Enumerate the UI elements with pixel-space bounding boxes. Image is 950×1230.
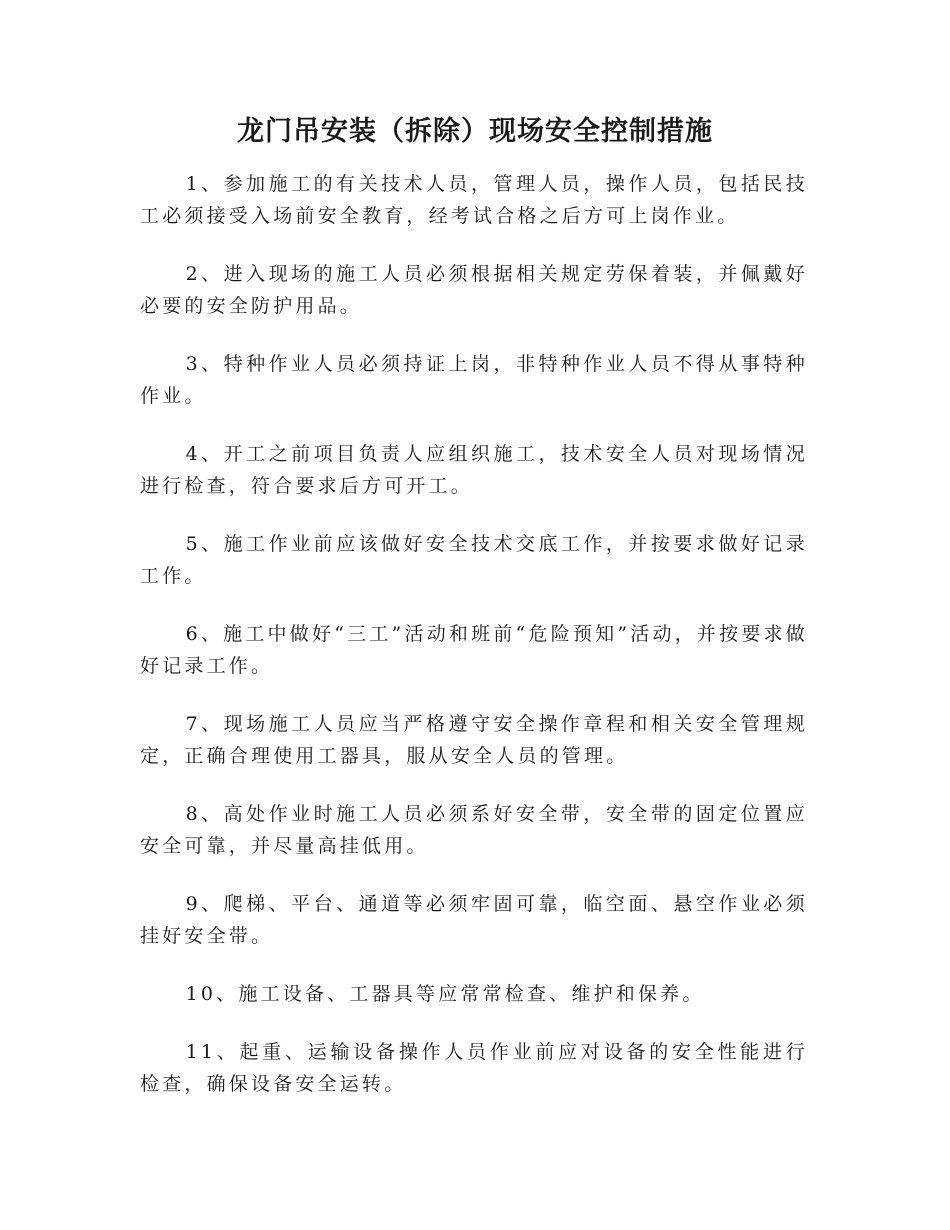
paragraph-2: 2、进入现场的施工人员必须根据相关规定劳保着装，并佩戴好必要的安全防护用品。 <box>140 263 808 317</box>
paragraph-5: 5、施工作业前应该做好安全技术交底工作，并按要求做好记录工作。 <box>140 533 808 587</box>
paragraph-4: 4、开工之前项目负责人应组织施工，技术安全人员对现场情况进行检查，符合要求后方可开工。 <box>140 443 808 497</box>
paragraph-6: 6、施工中做好“三工”活动和班前“危险预知”活动，并按要求做好记录工作。 <box>140 623 808 677</box>
paragraph-1: 1、参加施工的有关技术人员，管理人员，操作人员，包括民技工必须接受入场前安全教育，经考试合格之后方可上岗作业。 <box>140 173 808 227</box>
paragraph-11: 11、起重、运输设备操作人员作业前应对设备的安全性能进行检查，确保设备安全运转。 <box>140 1041 808 1095</box>
paragraph-10: 10、施工设备、工器具等应常常检查、维护和保养。 <box>185 983 705 1005</box>
document-title: 龙门吊安装（拆除）现场安全控制措施 <box>237 116 713 147</box>
document-body <box>140 168 808 1126</box>
paragraph-9: 9、爬梯、平台、通道等必须牢固可靠，临空面、悬空作业必须挂好安全带。 <box>140 893 808 947</box>
paragraph-7: 7、现场施工人员应当严格遵守安全操作章程和相关安全管理规定，正确合理使用工器具，服从安全人员的管理。 <box>140 713 808 767</box>
paragraph-8: 8、高处作业时施工人员必须系好安全带，安全带的固定位置应安全可靠，并尽量高挂低用。 <box>140 803 808 857</box>
paragraph-3: 3、特种作业人员必须持证上岗，非特种作业人员不得从事特种作业。 <box>140 353 808 407</box>
